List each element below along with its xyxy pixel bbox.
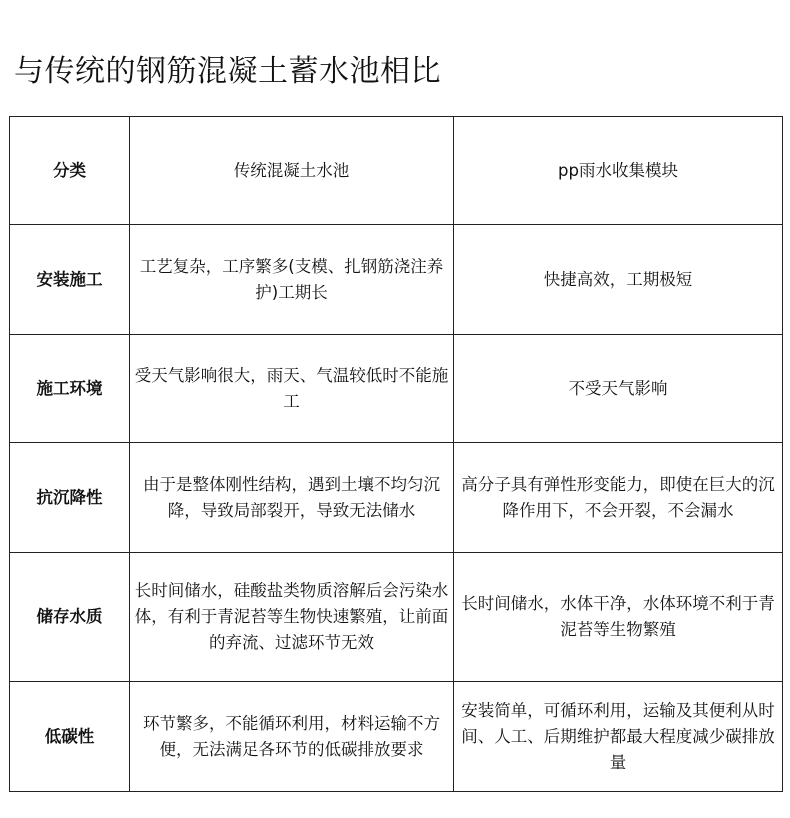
row-category: 抗沉降性: [10, 443, 130, 553]
row-category: 储存水质: [10, 553, 130, 682]
row-traditional: 工艺复杂，工序繁多(支模、扎钢筋浇注养护)工期长: [130, 225, 454, 335]
row-pp-module: 不受天气影响: [454, 335, 783, 443]
header-pp-module: pp雨水收集模块: [454, 117, 783, 225]
row-category: 施工环境: [10, 335, 130, 443]
row-traditional: 环节繁多，不能循环利用，材料运输不方便，无法满足各环节的低碳排放要求: [130, 682, 454, 792]
table-row: [10, 443, 783, 553]
row-traditional: 长时间储水，硅酸盐类物质溶解后会污染水体，有利于青泥苔等生物快速繁殖，让前面的弃流、过滤环节无效: [130, 553, 454, 682]
row-pp-module: 长时间储水，水体干净，水体环境不利于青泥苔等生物繁殖: [454, 553, 783, 682]
row-pp-module: 快捷高效，工期极短: [454, 225, 783, 335]
table-row: [10, 553, 783, 682]
comparison-table: [9, 116, 783, 792]
row-category: 安装施工: [10, 225, 130, 335]
row-pp-module: 高分子具有弹性形变能力，即使在巨大的沉降作用下，不会开裂，不会漏水: [454, 443, 783, 553]
table-row: [10, 682, 783, 792]
row-traditional: 受天气影响很大，雨天、气温较低时不能施工: [130, 335, 454, 443]
table-row: [10, 225, 783, 335]
row-category: 低碳性: [10, 682, 130, 792]
row-traditional: 由于是整体刚性结构，遇到土壤不均匀沉降，导致局部裂开，导致无法储水: [130, 443, 454, 553]
table-row: [10, 335, 783, 443]
header-category: 分类: [10, 117, 130, 225]
row-pp-module: 安装简单，可循环利用，运输及其便利从时间、人工、后期维护都最大程度减少碳排放量: [454, 682, 783, 792]
page-title: 与传统的钢筋混凝土蓄水池相比: [14, 54, 441, 89]
table-header-row: [10, 117, 783, 225]
header-traditional: 传统混凝土水池: [130, 117, 454, 225]
